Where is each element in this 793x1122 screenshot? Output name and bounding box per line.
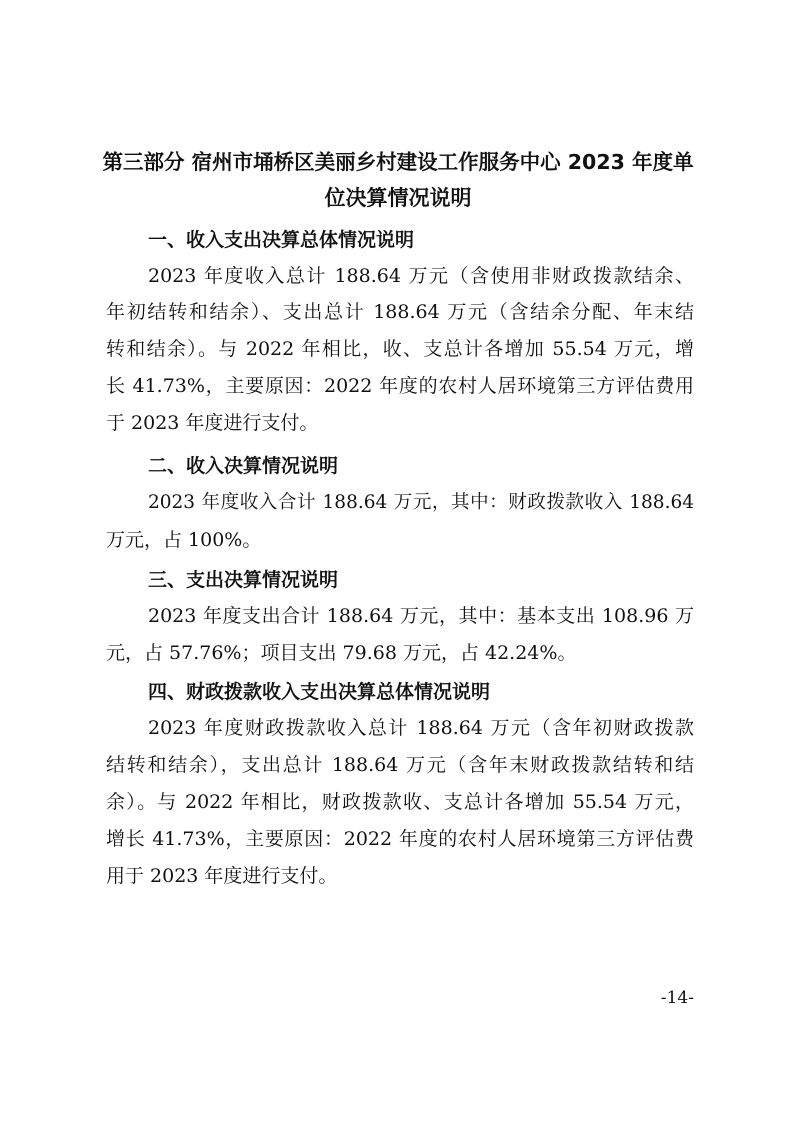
section-4-heading: 四、财政拨款收入支出决算总体情况说明 bbox=[148, 681, 491, 703]
section-2-line-2: 万元，占 100%。 bbox=[106, 529, 262, 551]
page-number: -14- bbox=[660, 988, 694, 1008]
section-1-line-3: 转和结余）。与 2022 年相比，收、支总计各增加 55.54 万元，增 bbox=[106, 338, 694, 360]
section-4-line-4: 增长 41.73%，主要原因：2022 年度的农村人居环境第三方评估费 bbox=[106, 828, 694, 850]
page-title-line-2: 位决算情况说明 bbox=[324, 186, 472, 210]
page-title-line-1: 第三部分 宿州市埇桥区美丽乡村建设工作服务中心 2023 年度单 bbox=[102, 150, 694, 174]
section-1-heading: 一、收入支出决算总体情况说明 bbox=[148, 229, 415, 251]
section-2-heading: 二、收入决算情况说明 bbox=[148, 455, 339, 477]
section-3-line-1: 2023 年度支出合计 188.64 万元，其中：基本支出 108.96 万 bbox=[148, 605, 694, 627]
section-2-line-1: 2023 年度收入合计 188.64 万元，其中：财政拨款收入 188.64 bbox=[148, 492, 694, 513]
section-1-line-2: 年初结转和结余）、支出总计 188.64 万元（含结余分配、年末结 bbox=[106, 301, 694, 323]
section-4-line-3: 余）。与 2022 年相比，财政拨款收、支总计各增加 55.54 万元， bbox=[106, 791, 694, 813]
section-4-line-1: 2023 年度财政拨款收入总计 188.64 万元（含年初财政拨款 bbox=[148, 717, 694, 739]
section-4-line-2: 结转和结余），支出总计 188.64 万元（含年末财政拨款结转和结 bbox=[106, 754, 694, 776]
section-4-line-5: 用于 2023 年度进行支付。 bbox=[106, 865, 338, 887]
section-1-line-5: 于 2023 年度进行支付。 bbox=[106, 412, 319, 434]
section-1-line-4: 长 41.73%，主要原因：2022 年度的农村人居环境第三方评估费用 bbox=[106, 375, 694, 397]
section-1-line-1: 2023 年度收入总计 188.64 万元（含使用非财政拨款结余、 bbox=[148, 265, 694, 287]
section-3-heading: 三、支出决算情况说明 bbox=[148, 569, 339, 591]
section-3-line-2: 元，占 57.76%；项目支出 79.68 万元，占 42.24%。 bbox=[106, 642, 577, 664]
